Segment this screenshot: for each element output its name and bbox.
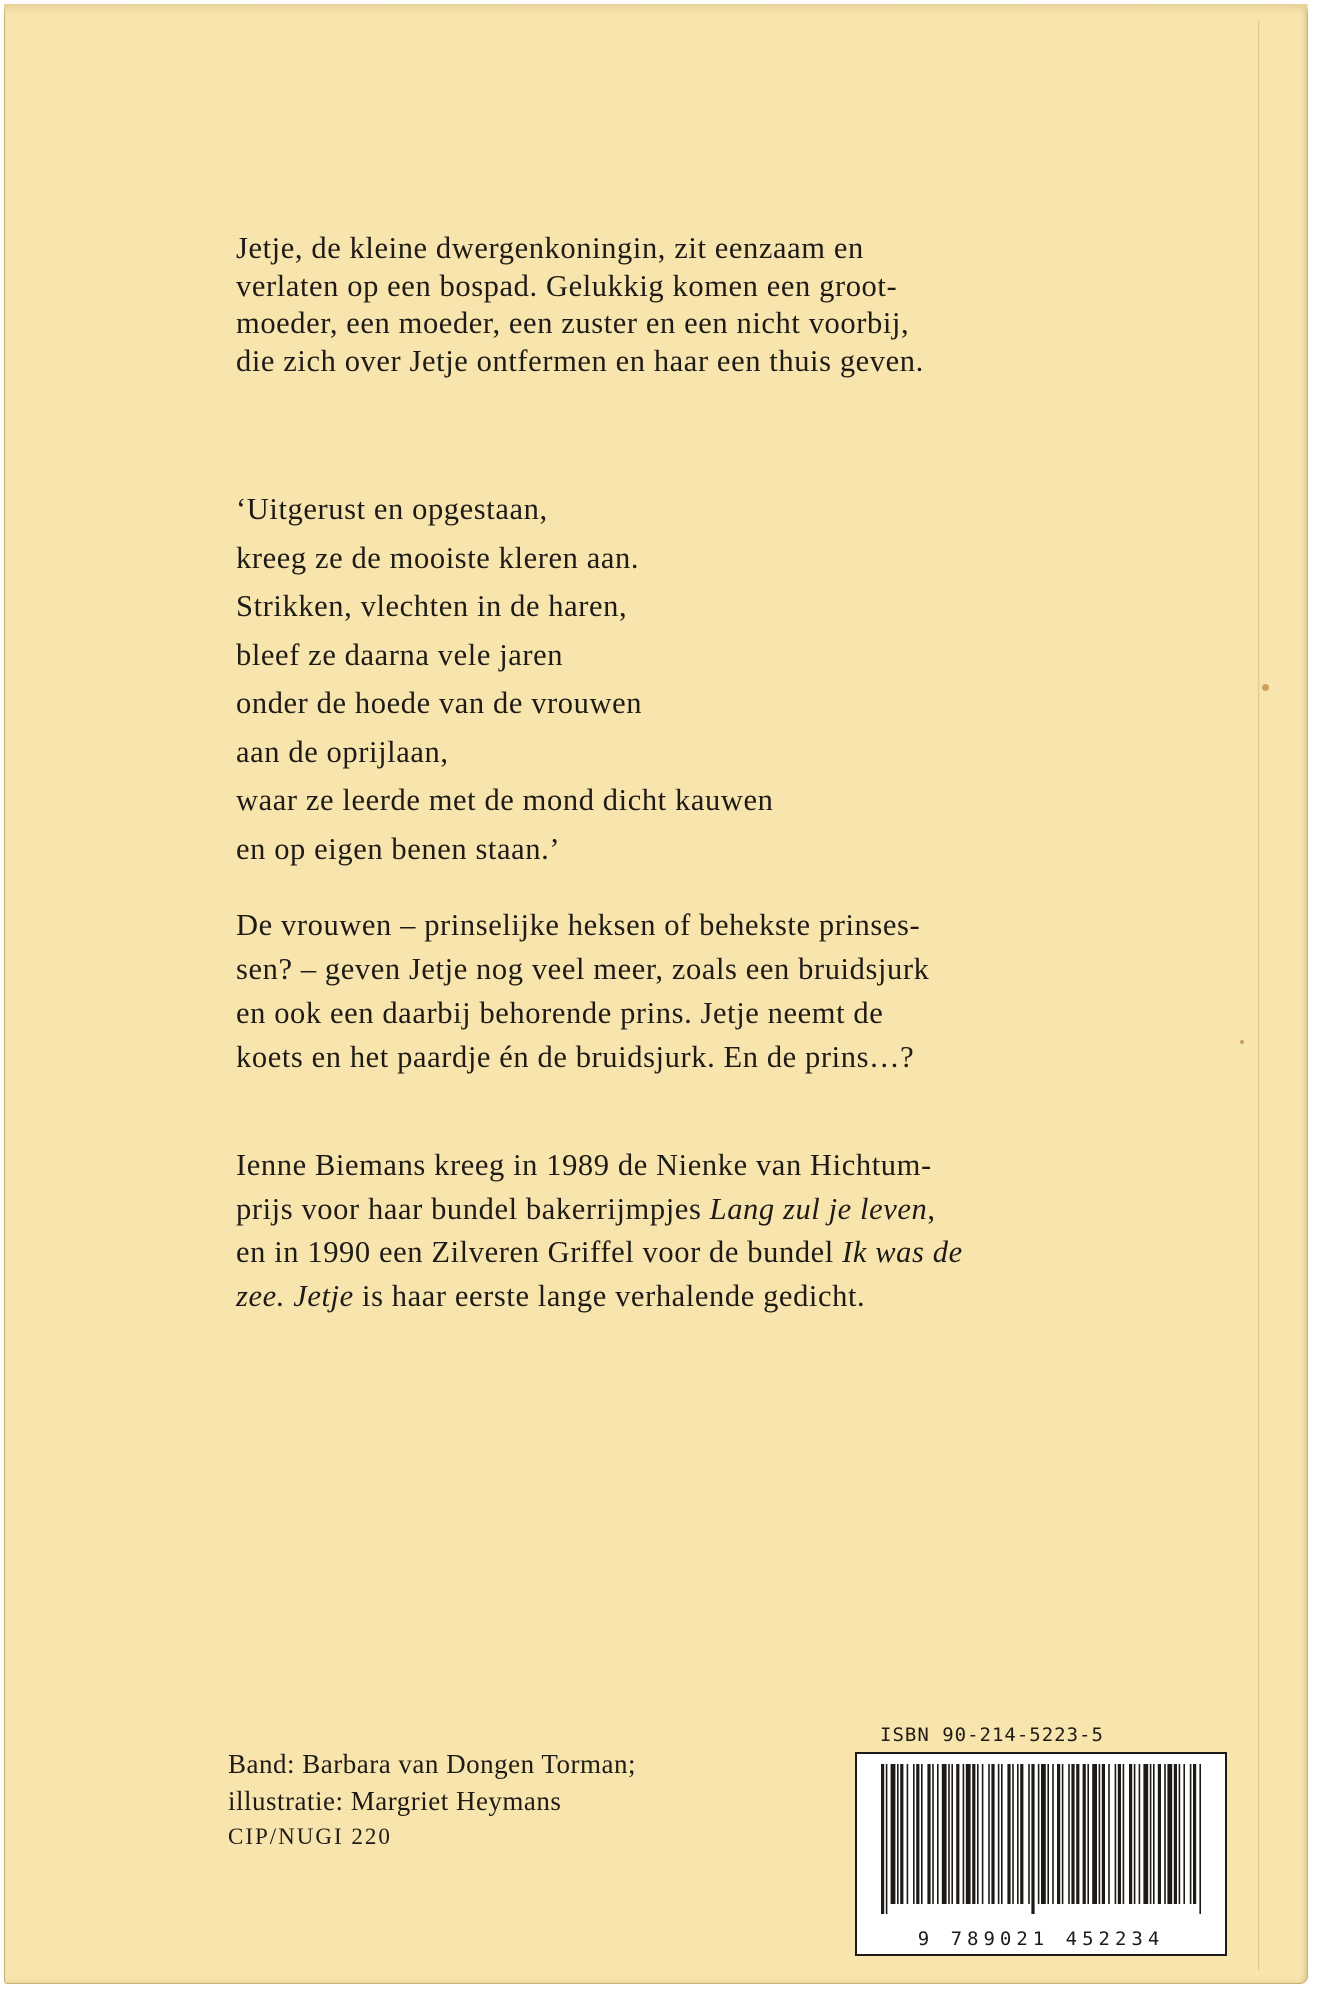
barcode-digits: 9 789021 452234	[917, 1928, 1165, 1950]
barcode-bar	[963, 1764, 965, 1904]
barcode-bar	[972, 1764, 975, 1904]
barcode-bar	[921, 1764, 923, 1904]
text-line	[236, 1231, 963, 1275]
blurb-poem	[236, 485, 773, 873]
barcode-bar	[1158, 1764, 1161, 1904]
barcode-bar	[1190, 1764, 1192, 1904]
poem-line: aan de oprijlaan,	[236, 734, 449, 769]
poem-line: onder de hoede van de vrouwen	[236, 686, 643, 720]
barcode-bar	[1123, 1764, 1125, 1904]
barcode-bar	[927, 1764, 930, 1904]
barcode-bar	[1071, 1764, 1074, 1904]
barcode-bar	[991, 1764, 994, 1904]
barcode-bar	[1199, 1764, 1201, 1914]
barcode-bar	[1134, 1764, 1136, 1904]
cover-top-edge	[4, 4, 1308, 14]
barcode-bar	[913, 1764, 915, 1904]
poem-line: waar ze leerde met de mond dicht kauwen	[236, 783, 774, 817]
barcode-bar	[982, 1764, 984, 1904]
cip-nugi-code: CIP/NUGI 220	[228, 1824, 392, 1849]
barcode-bar	[966, 1764, 971, 1904]
barcode-bar	[1076, 1764, 1079, 1904]
barcode-bars	[877, 1764, 1205, 1914]
barcode-bar	[1139, 1764, 1141, 1904]
text-line: en ook een daarbij behorende prins. Jetje neemt de	[236, 996, 884, 1030]
text-line: sen? – geven Jetje nog veel meer, zoals een bruidsjurk	[236, 952, 930, 986]
poem-line: ‘Uitgerust en opgestaan,	[236, 492, 548, 526]
barcode-bar	[1017, 1764, 1019, 1904]
credit-line: Band: Barbara van Dongen Torman;	[228, 1749, 637, 1779]
book-title-fragment: zee. Jetje	[236, 1278, 354, 1313]
barcode-bar	[1083, 1764, 1086, 1904]
barcode-bar	[937, 1764, 939, 1904]
barcode-bar	[1020, 1764, 1023, 1904]
barcode-bar	[891, 1764, 896, 1904]
barcode-bar	[1007, 1764, 1010, 1904]
barcode-bar	[1012, 1764, 1014, 1904]
barcode-bar	[1174, 1764, 1177, 1904]
barcode-bar	[897, 1764, 899, 1904]
barcode-bar	[977, 1764, 979, 1904]
barcode-bar	[1068, 1764, 1070, 1904]
book-title-lang-zul-je-leven: Lang zul je leven	[709, 1191, 928, 1226]
barcode-bar	[1092, 1764, 1097, 1904]
barcode-bar	[1118, 1764, 1121, 1904]
barcode-bar	[956, 1764, 959, 1904]
cover-credits	[228, 1746, 636, 1856]
barcode-bar	[948, 1764, 950, 1904]
text-line: De vrouwen – prinselijke heksen of behekste prinses-	[236, 908, 921, 942]
poem-line: Strikken, vlechten in de haren,	[236, 589, 628, 623]
barcode-bar	[951, 1764, 953, 1904]
text-fragment: is haar eerste lange verhalende gedicht.	[353, 1278, 866, 1313]
barcode-bar	[1001, 1764, 1003, 1904]
barcode-bar	[1062, 1764, 1064, 1904]
barcode-bar	[1052, 1764, 1054, 1904]
barcode-bar	[900, 1764, 903, 1904]
barcode-bar	[1028, 1764, 1030, 1904]
barcode-bar	[1153, 1764, 1155, 1904]
text-fragment: en in 1990 een Zilveren Griffel voor de bundel	[236, 1235, 843, 1269]
blurb-paragraph-3	[236, 903, 929, 1079]
barcode-bar	[1041, 1764, 1046, 1904]
barcode-bar	[1179, 1764, 1181, 1904]
barcode-bar	[942, 1764, 947, 1904]
barcode-bar	[998, 1764, 1000, 1904]
barcode-bar	[907, 1764, 909, 1904]
text-line: verlaten op een bospad. Gelukkig komen een groot-	[236, 268, 898, 303]
stain-speck	[1262, 684, 1269, 691]
credit-line: illustratie: Margriet Heymans	[228, 1785, 562, 1816]
text-line	[236, 1188, 963, 1232]
text-line: koets en het paardje én de bruidsjurk. En de prins…?	[236, 1040, 915, 1074]
barcode-bar	[1164, 1764, 1166, 1904]
book-title-ik-was-de-zee: Ik was de	[842, 1235, 963, 1269]
barcode-bar	[1047, 1764, 1049, 1904]
barcode-bar	[1057, 1764, 1060, 1904]
blurb-paragraph-1	[236, 230, 924, 380]
barcode-bar	[916, 1764, 919, 1904]
barcode-bar	[1183, 1764, 1185, 1904]
barcode-bar	[1087, 1764, 1089, 1904]
cover-hinge	[1258, 20, 1260, 1970]
barcode-bar	[1108, 1764, 1110, 1904]
barcode-bar	[1038, 1764, 1040, 1904]
text-line: Jetje, de kleine dwergenkoningin, zit eenzaam en	[236, 231, 864, 265]
barcode-bar	[1193, 1764, 1196, 1904]
text-line: Ienne Biemans kreeg in 1989 de Nienke van Hichtum-	[236, 1148, 932, 1182]
blurb-author-bio	[236, 1144, 963, 1318]
text-line: die zich over Jetje ontfermen en haar een thuis geven.	[236, 343, 924, 378]
barcode-bar	[1031, 1764, 1034, 1914]
barcode-bar	[1143, 1764, 1148, 1904]
poem-line: kreeg ze de mooiste kleren aan.	[236, 540, 640, 575]
barcode-bar	[881, 1764, 884, 1914]
barcode-bar	[1115, 1764, 1117, 1904]
text-fragment: prijs voor haar bundel bakerrijmpjes	[236, 1191, 710, 1226]
stain-speck	[1240, 1040, 1244, 1044]
barcode-bar	[1102, 1764, 1105, 1904]
barcode	[855, 1752, 1227, 1956]
barcode-bar	[1129, 1764, 1132, 1904]
text-fragment: ,	[927, 1191, 936, 1226]
barcode-bar	[1099, 1764, 1101, 1904]
text-line	[236, 1275, 963, 1319]
text-line: moeder, een moeder, een zuster en een nicht voorbij,	[236, 306, 910, 340]
barcode-bar	[1167, 1764, 1172, 1904]
barcode-bar	[1150, 1764, 1152, 1904]
barcode-bar	[988, 1764, 990, 1904]
poem-line: bleef ze daarna vele jaren	[236, 637, 564, 672]
isbn-label: ISBN 90-214-5223-5	[880, 1724, 1104, 1746]
poem-line: en op eigen benen staan.’	[236, 831, 561, 866]
barcode-bar	[932, 1764, 934, 1904]
barcode-bar	[886, 1764, 888, 1914]
